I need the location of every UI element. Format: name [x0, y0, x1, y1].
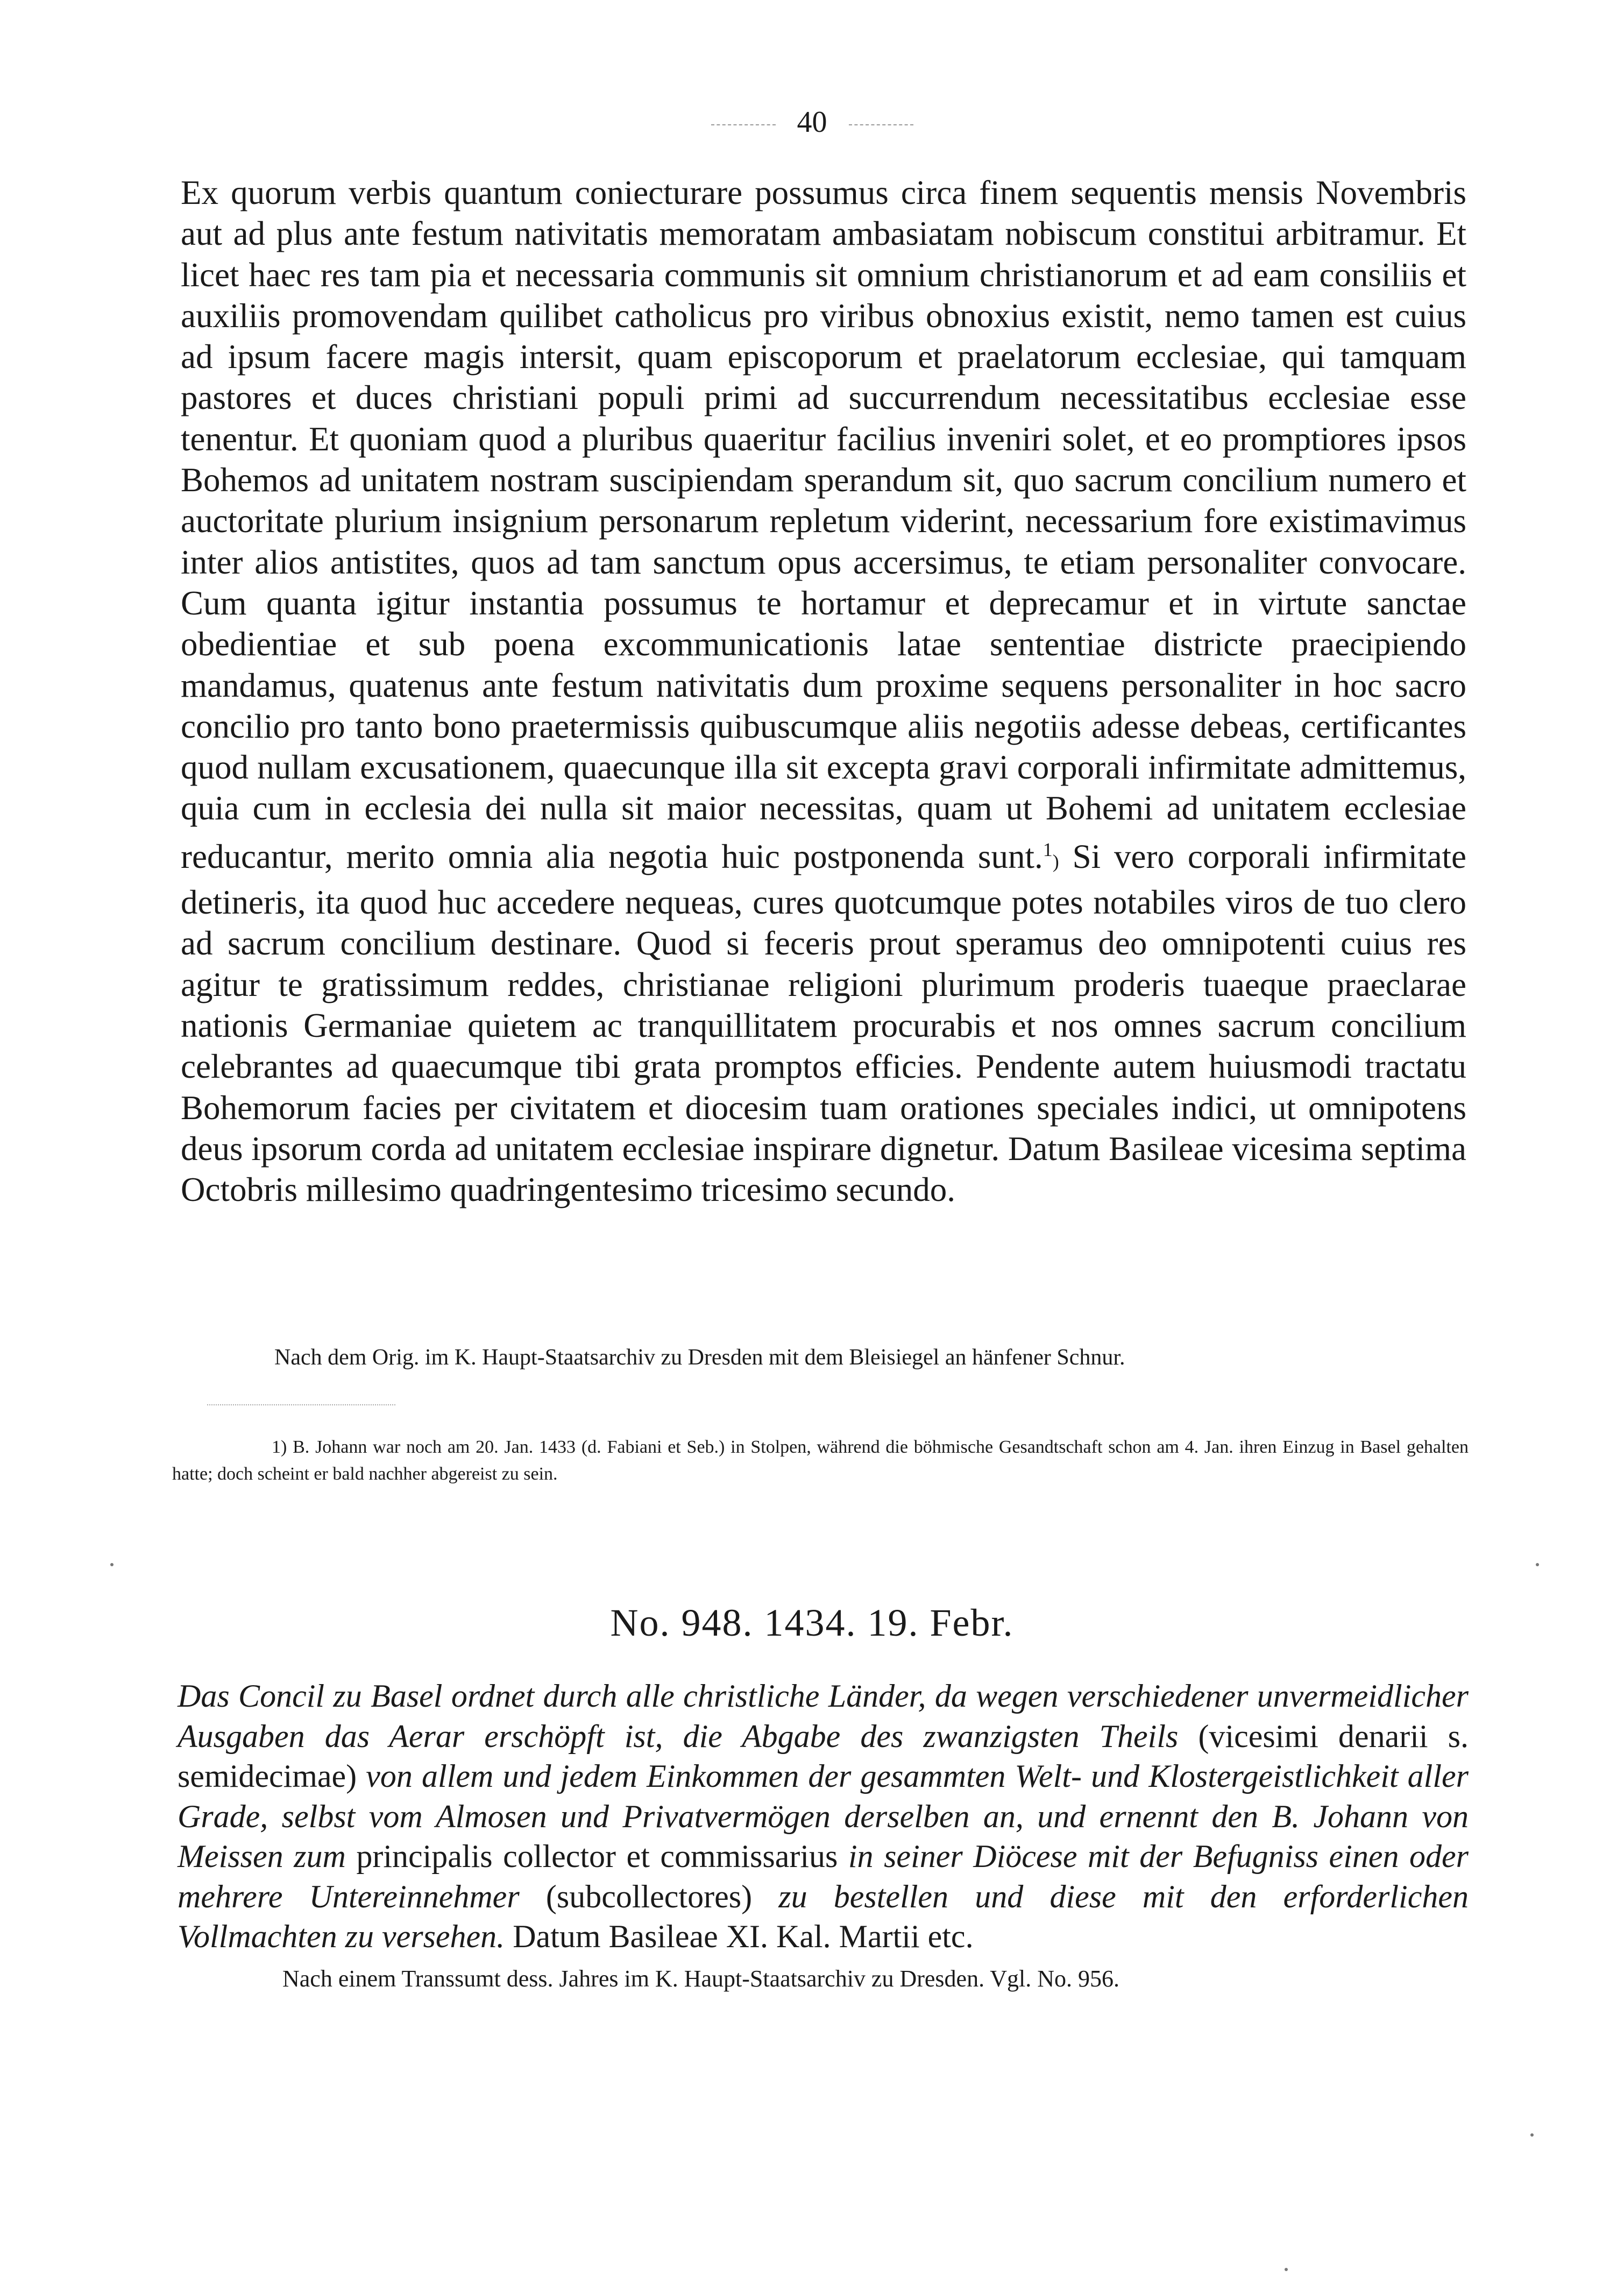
letter-source-note: Nach dem Orig. im K. Haupt-Staatsarchiv zu Dresden mit dem Bleisiegel an hänfener Schnur.: [274, 1345, 1125, 1370]
letter-text: Ex quorum verbis quantum coniecturare possumus circa finem sequentis mensis Novembris aut ad plus ante festum nativitatis memoratam ambasiatam nobiscum constitui arbitramur. Et licet haec res tam pia et necessaria communis sit omnium christianorum et ad eam consiliis et auxiliis promovendam quilibet catholicus pro viribus obnoxius existit, nemo tamen est cuius ad ipsum facere magis intersit, quam episcoporum et praelatorum ecclesiae, qui tamquam pastores et duces christiani populi primi ad succurrendum necessitatibus ecclesiae esse tenentur. Et quoniam quod a pluribus quaeritur facilius inveniri solet, et eo promptiores ipsos Bohemos ad unitatem nostram suscipiendam sperandum sit, quo sacrum concilium numero et auctoritate plurium insignium personarum repletum viderint, necessarium fore existimavimus inter alios antistites, quos ad tam sanctum opus accersimus, te etiam personaliter convocare. Cum quanta igitur instantia possumus te hortamur et deprecamur et in virtute sanctae obedientiae et sub poena excommunicationis latae sententiae districte praecipiendo mandamus, quatenus ante festum nativitatis dum proxime sequens personaliter in hoc sacro concilio pro tanto bono praetermissis quibuscumque aliis negotiis adesse debeas, certificantes quod nullam excusationem, quaecunque illa sit excepta gravi corporali infirmitate admittemus, quia cum in ecclesia dei nulla sit maior necessitas, quam ut Bohemi ad unitatem ecclesiae reducantur, merito omnia alia negotia huic postponenda sunt.: [181, 174, 1466, 875]
letter-body: [181, 172, 1466, 1210]
summary-part: von allem und jedem Einkommen der gesammten Welt- und Klostergeistlichkeit aller Grade, selbst vom Almosen und Privatvermögen derselben an, und ernennt den B. Johann von Meissen zum: [178, 1758, 1469, 1874]
summary-part: Das Concil zu Basel ordnet durch alle christliche Länder, da wegen verschiedener unvermeidlicher Ausgaben das Aerar erschöpft ist, die Abgabe des zwanzigsten Theils: [178, 1678, 1469, 1754]
page-number-left-rule: [711, 124, 776, 125]
scan-speck: [110, 1563, 114, 1566]
entry-summary-paragraph: [178, 1676, 1469, 1957]
page-number-right-rule: [849, 124, 913, 125]
summary-part: (vicesimi denarii s. semidecimae): [178, 1718, 1469, 1794]
footnote-marker-paren: ): [1052, 850, 1059, 872]
summary-part: principalis collector et commissarius: [345, 1838, 848, 1874]
summary-part: Datum Basileae XI. Kal. Martii etc.: [505, 1919, 974, 1954]
entry-summary: [178, 1676, 1469, 1957]
summary-part: in seiner Diöcese mit der Befugniss einen oder mehrere Untereinnehmer: [178, 1838, 1469, 1914]
letter-text-continued: Si vero corporali infirmitate detineris, ita quod huc accedere nequeas, cures quotcumque potes notabiles viros de tuo clero ad sacrum concilium destinare. Quod si feceris prout speramus deo omnipotenti cuius res agitur te gratissimum reddes, christianae religioni plurimum proderis tuaeque praeclarae nationis Germaniae quietem ac tranquillitatem procurabis et nos omnes sacrum concilium celebrantes ad quaecumque tibi grata promptos efficies. Pendente autem huiusmodi tractatu Bohemorum facies per civitatem et diocesim tuam orationes speciales indici, ut omnipotens deus ipsorum corda ad unitatem ecclesiae inspirare dignetur. Datum Basileae vicesima septima Octobris millesimo quadringentesimo tricesimo secundo.: [181, 837, 1466, 1209]
scan-speck: [1285, 2268, 1288, 2271]
scan-speck: [1536, 1563, 1539, 1566]
summary-part: zu bestellen und diese mit den erforderlichen Vollmachten zu versehen.: [178, 1878, 1469, 1954]
footnote-divider: [207, 1404, 395, 1405]
entry-source-note: Nach einem Transsumt dess. Jahres im K. Haupt-Staatsarchiv zu Dresden. Vgl. No. 956.: [282, 1965, 1120, 1992]
entry-title: No. 948. 1434. 19. Febr.: [610, 1601, 1014, 1644]
page-number-text: 40: [797, 105, 827, 139]
scan-speck: [1530, 2133, 1534, 2137]
summary-part: (subcollectores): [519, 1878, 779, 1914]
footnote: 1) B. Johann war noch am 20. Jan. 1433 (d. Fabiani et Seb.) in Stolpen, während die böhmische Gesandtschaft schon am 4. Jan. ihren Einzug in Basel gehalten hatte; doch scheint er bald nachher abgereist zu sein.: [172, 1437, 1469, 1484]
footnote-marker[interactable]: 1: [1043, 838, 1053, 860]
page-number: [0, 105, 1624, 139]
letter-paragraph: [181, 172, 1466, 1210]
